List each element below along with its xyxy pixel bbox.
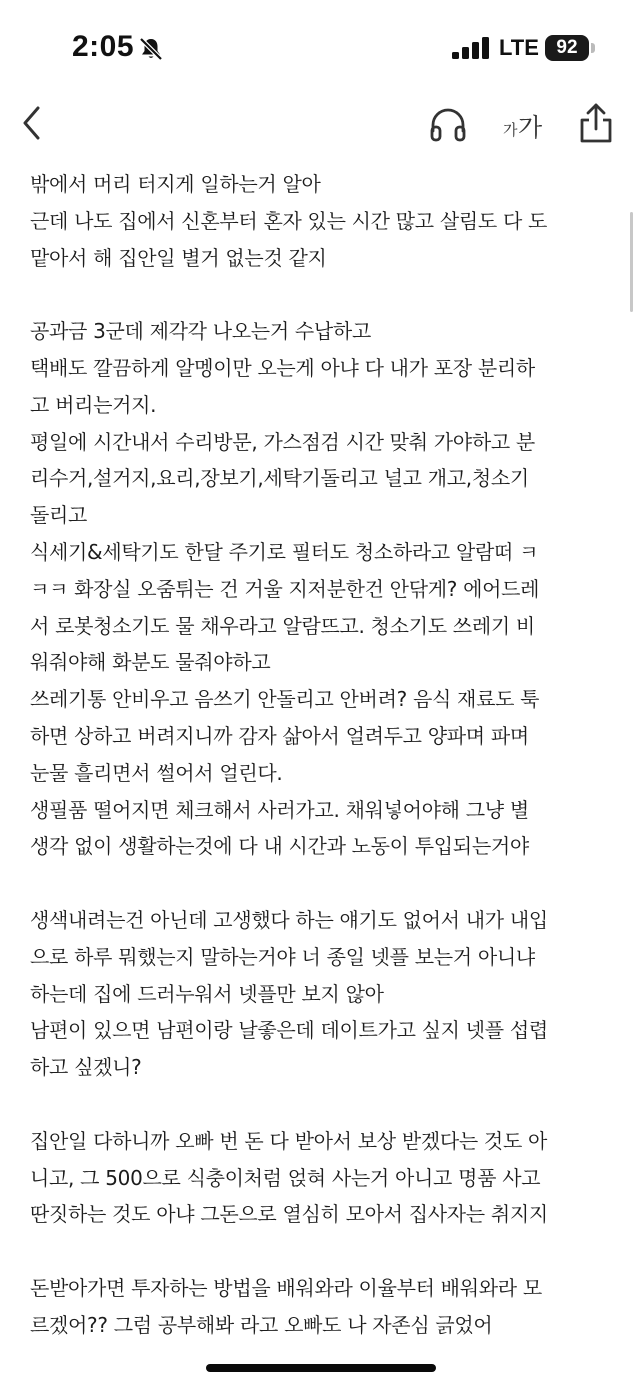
- status-bar: [0, 0, 640, 95]
- article-line: 돌리고: [30, 503, 88, 528]
- article-line: 니고, 그 500으로 식충이처럼 얹혀 사는거 아니고 명품 사고: [30, 1165, 541, 1190]
- text-size-large-label: 가: [518, 113, 543, 142]
- article-body: [30, 166, 626, 1344]
- text-size-small-label: 가: [503, 121, 518, 139]
- paragraph-break: [30, 1086, 626, 1123]
- article-line: 하면 상하고 버려지니까 감자 삶아서 얼려두고 양파며 파며: [30, 723, 529, 748]
- signal-strength-icon: [452, 37, 492, 59]
- article-line: 맡아서 해 집안일 별거 없는것 같지: [30, 245, 327, 270]
- article-line: 평일에 시간내서 수리방문, 가스점검 시간 맞춰 가야하고 분: [30, 429, 535, 454]
- paragraph-break: [30, 1233, 626, 1270]
- article-line: 서 로봇청소기도 물 채우라고 알람뜨고. 청소기도 쓰레기 비: [30, 613, 535, 638]
- article-line: 근데 나도 집에서 신혼부터 혼자 있는 시간 많고 살림도 다 도: [30, 208, 548, 233]
- article-line: 쓰레기통 안비우고 음쓰기 안돌리고 안버려? 음식 재료도 툭: [30, 687, 540, 712]
- article-line: 생각 없이 생활하는것에 다 내 시간과 노동이 투입되는거야: [30, 834, 529, 859]
- paragraph-break: [30, 865, 626, 902]
- article-line: 생색내려는건 아닌데 고생했다 하는 얘기도 없어서 내가 내입: [30, 907, 548, 932]
- article-line: 으로 하루 뭐했는지 말하는거야 너 종일 넷플 보는거 아니냐: [30, 944, 535, 969]
- status-time: 2:05: [72, 30, 135, 63]
- article-line: 공과금 3군데 제각각 나오는거 수납하고: [30, 319, 371, 344]
- article-line: ㅋㅋ 화장실 오줌튀는 건 거울 지저분한건 안닦게? 에어드레: [30, 576, 540, 601]
- article-line: 택배도 깔끔하게 알멩이만 오는게 아냐 다 내가 포장 분리하: [30, 355, 535, 380]
- article-line: 식세기&세탁기도 한달 주기로 필터도 청소하라고 알람떠 ㅋ: [30, 539, 539, 564]
- home-indicator[interactable]: [206, 1364, 436, 1372]
- text-size-button[interactable]: [497, 101, 547, 145]
- headphones-icon[interactable]: [428, 105, 468, 145]
- article-line: 밖에서 머리 터지게 일하는거 알아: [30, 172, 321, 196]
- article-line: 하고 싶겠니?: [30, 1055, 142, 1080]
- article-line: 집안일 다하니까 오빠 번 돈 다 받아서 보상 받겠다는 것도 아: [30, 1128, 548, 1153]
- article-line: 돈받아가면 투자하는 방법을 배워와라 이율부터 배워와라 모: [30, 1275, 542, 1300]
- article-line: 남편이 있으면 남편이랑 날좋은데 데이트가고 싶지 넷플 섭렵: [30, 1018, 548, 1043]
- article-line: 생필품 떨어지면 체크해서 사러가고. 채워넣어야해 그냥 별: [30, 797, 529, 822]
- share-icon[interactable]: [578, 101, 614, 145]
- article-line: 워줘야해 화분도 물줘야하고: [30, 650, 271, 675]
- article-line: 눈물 흘리면서 썰어서 얼린다.: [30, 760, 283, 785]
- silent-bell-icon: [138, 36, 164, 62]
- article-line: 하는데 집에 드러누워서 넷플만 보지 않아: [30, 981, 384, 1006]
- article-content: [0, 157, 640, 1387]
- network-type: LTE: [499, 35, 539, 60]
- article-line: 고 버리는거지.: [30, 392, 157, 417]
- article-line: 리수거,설거지,요리,장보기,세탁기돌리고 널고 개고,청소기: [30, 466, 529, 491]
- chevron-left-icon[interactable]: [16, 100, 50, 146]
- article-line: 르겠어?? 그럼 공부해봐 라고 오빠도 나 자존심 긁었어: [30, 1312, 493, 1337]
- battery-tip: [591, 43, 595, 53]
- scrollbar[interactable]: [630, 212, 633, 312]
- battery-level: 92: [545, 35, 589, 61]
- article-toolbar: [0, 95, 640, 157]
- paragraph-break: [30, 276, 626, 313]
- article-line: 딴짓하는 것도 아냐 그돈으로 열심히 모아서 집사자는 취지지: [30, 1202, 548, 1227]
